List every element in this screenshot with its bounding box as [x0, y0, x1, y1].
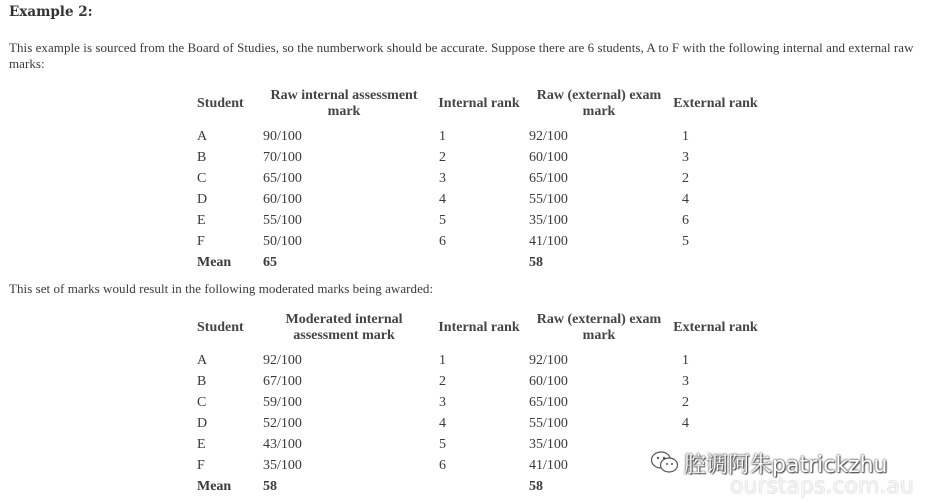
table-row [191, 189, 762, 210]
cell-exam-mark: 92/100 [529, 353, 568, 368]
table-row [191, 210, 762, 231]
cell-exam-mark: 41/100 [529, 234, 568, 249]
cell-exam-mark: 35/100 [529, 437, 568, 452]
mean-empty [429, 476, 529, 497]
cell-student: B [197, 150, 207, 165]
mean-label: Mean [197, 255, 232, 270]
cell-internal-mark: 59/100 [263, 395, 302, 410]
cell-internal-rank: 5 [439, 213, 446, 228]
cell-student: F [197, 458, 205, 473]
cell-student: D [197, 416, 208, 431]
cell-internal-mark: 60/100 [263, 192, 302, 207]
mean-empty [429, 252, 529, 273]
cell-exam-mark: 65/100 [529, 395, 568, 410]
cell-internal-mark: 52/100 [263, 416, 302, 431]
wechat-icon [650, 450, 680, 482]
cell-internal-rank: 6 [439, 234, 446, 249]
cell-internal-mark: 35/100 [263, 458, 302, 473]
header-internal-mark: Moderated internal assessment mark [285, 312, 403, 343]
header-exam-mark: Raw (external) exam mark [536, 312, 662, 343]
table-row [191, 392, 762, 413]
mean-row [191, 252, 762, 273]
cell-internal-rank: 2 [439, 150, 446, 165]
table-header-row [191, 88, 762, 126]
cell-internal-mark: 70/100 [263, 150, 302, 165]
cell-internal-rank: 1 [439, 129, 446, 144]
cell-external-rank: 3 [682, 150, 689, 165]
cell-student: E [197, 437, 206, 452]
cell-external-rank: 2 [682, 395, 689, 410]
cell-exam-mark: 60/100 [529, 374, 568, 389]
header-student: Student [197, 320, 244, 335]
table-row [191, 168, 762, 189]
cell-external-rank: 3 [682, 374, 689, 389]
cell-student: C [197, 171, 207, 186]
cell-internal-mark: 90/100 [263, 129, 302, 144]
cell-external-rank: 1 [682, 129, 689, 144]
cell-internal-rank: 5 [439, 437, 446, 452]
cell-external-rank: 1 [682, 353, 689, 368]
header-internal-mark: Raw internal assessment mark [270, 88, 418, 119]
table-row [191, 147, 762, 168]
cell-external-rank: 4 [682, 416, 689, 431]
cell-external-rank: 6 [682, 213, 689, 228]
header-external-rank: External rank [673, 96, 758, 111]
cell-internal-mark: 92/100 [263, 353, 302, 368]
watermark-site: ourstaps.com.au [730, 474, 914, 499]
cell-internal-rank: 3 [439, 395, 446, 410]
mean-exam-mark: 58 [529, 479, 543, 494]
table-row [191, 413, 762, 434]
cell-internal-mark: 55/100 [263, 213, 302, 228]
table-header-row [191, 312, 762, 350]
cell-student: D [197, 192, 208, 207]
cell-internal-rank: 6 [439, 458, 446, 473]
cell-exam-mark: 65/100 [529, 171, 568, 186]
raw-marks-table [191, 88, 762, 273]
example-heading: Example 2: [9, 4, 93, 20]
table-row [191, 371, 762, 392]
header-external-rank: External rank [673, 320, 758, 335]
cell-internal-rank: 2 [439, 374, 446, 389]
table-row [191, 231, 762, 252]
mean-internal-mark: 65 [263, 255, 277, 270]
cell-exam-mark: 35/100 [529, 213, 568, 228]
cell-exam-mark: 60/100 [529, 150, 568, 165]
transition-paragraph: This set of marks would result in the following moderated marks being awarded: [9, 281, 434, 296]
cell-exam-mark: 55/100 [529, 192, 568, 207]
cell-external-rank: 5 [682, 234, 689, 249]
cell-internal-mark: 65/100 [263, 171, 302, 186]
mean-exam-mark: 58 [529, 255, 543, 270]
header-student: Student [197, 96, 244, 111]
header-internal-rank: Internal rank [438, 96, 520, 111]
mean-label: Mean [197, 479, 232, 494]
cell-student: E [197, 213, 206, 228]
cell-exam-mark: 41/100 [529, 458, 568, 473]
cell-student: B [197, 374, 207, 389]
cell-internal-mark: 50/100 [263, 234, 302, 249]
cell-internal-rank: 4 [439, 416, 446, 431]
cell-student: F [197, 234, 205, 249]
table-row [191, 126, 762, 147]
mean-internal-mark: 58 [263, 479, 277, 494]
cell-internal-rank: 1 [439, 353, 446, 368]
table-row [191, 350, 762, 371]
cell-internal-mark: 67/100 [263, 374, 302, 389]
cell-exam-mark: 92/100 [529, 129, 568, 144]
intro-paragraph: This example is sourced from the Board of Studies, so the numberwork should be accurate. Suppose there are 6 students, A to F with the following internal and external raw marks: [9, 40, 914, 71]
cell-student: A [197, 353, 208, 368]
cell-student: C [197, 395, 207, 410]
cell-internal-mark: 43/100 [263, 437, 302, 452]
cell-internal-rank: 3 [439, 171, 446, 186]
cell-internal-rank: 4 [439, 192, 446, 207]
cell-exam-mark: 55/100 [529, 416, 568, 431]
header-exam-mark: Raw (external) exam mark [536, 88, 662, 119]
cell-external-rank: 4 [682, 192, 689, 207]
watermark-text: 腔调阿朱patrickzhu [684, 453, 888, 478]
mean-empty [669, 252, 762, 273]
header-internal-rank: Internal rank [438, 320, 520, 335]
cell-student: A [197, 129, 208, 144]
cell-external-rank: 2 [682, 171, 689, 186]
